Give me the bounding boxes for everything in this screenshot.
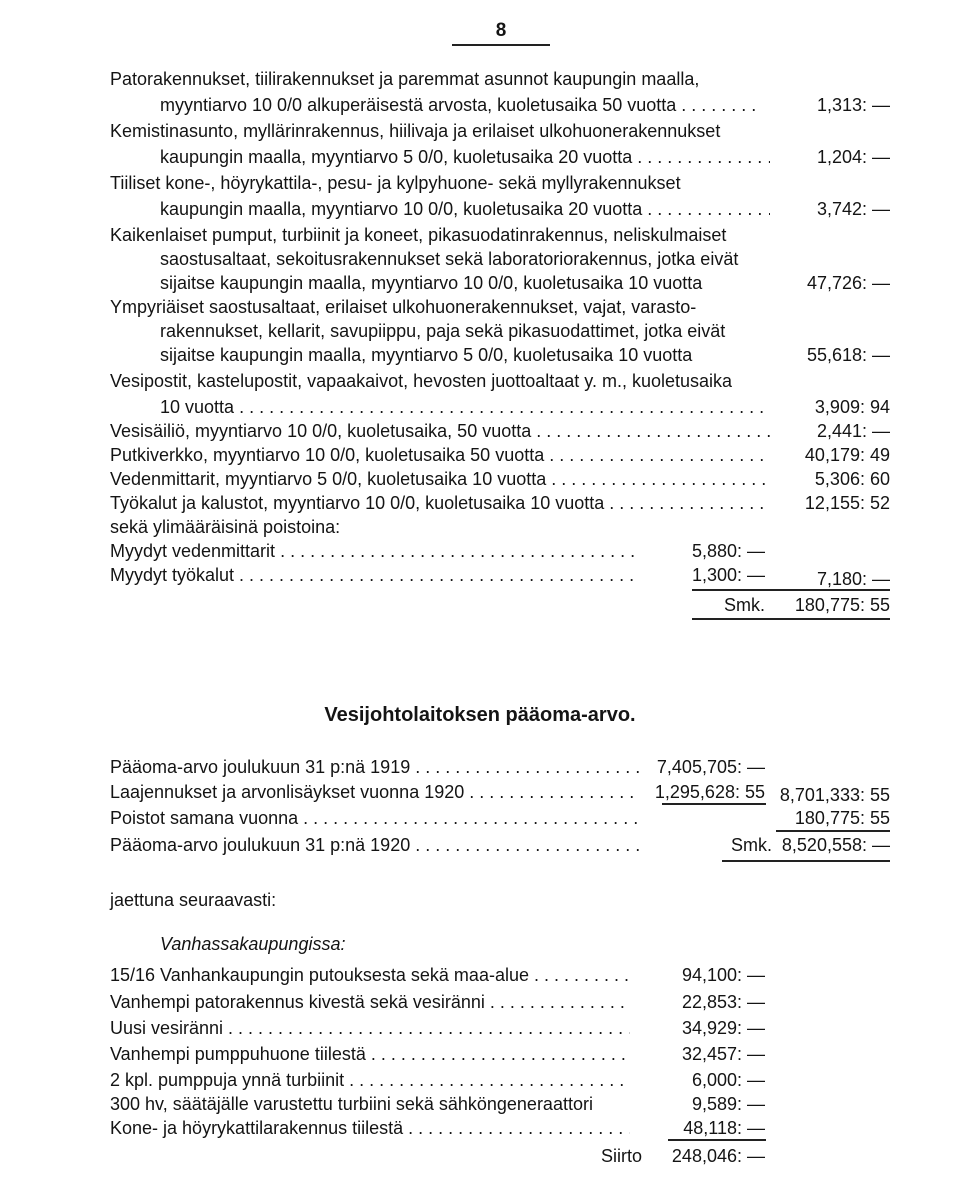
entry-3-line-2: kaupungin maalla, myyntiarvo 10 0/0, kuoletusaika 20 vuotta . . . xyxy=(160,198,770,220)
entry-4-line-2: saostusaltaat, sekoitusrakennukset sekä laboratoriorakennus, jotka eivät xyxy=(160,249,739,269)
carry-rule xyxy=(668,1139,766,1141)
capital-row-1-label: Pääoma-arvo joulukuun 31 p:nä 1919 . . . xyxy=(110,756,640,778)
item-1-amount: 94,100: — xyxy=(681,965,765,985)
item-1-label: 15/16 Vanhankaupungin putouksesta sekä maa-alue . . . xyxy=(110,964,630,986)
item-5-amount: 6,000: — xyxy=(691,1070,765,1090)
item-7-amount: 48,118: — xyxy=(683,1118,765,1138)
carry-amount: 248,046: — xyxy=(671,1146,765,1166)
total-amount: 180,775: 55 xyxy=(794,595,890,615)
capital-row-3-label: Poistot samana vuonna . . . xyxy=(110,807,640,829)
capital-row-2-label: Laajennukset ja arvonlisäykset vuonna 1920 . . . xyxy=(110,781,640,803)
item-6-amount: 9,589: — xyxy=(691,1094,765,1114)
capital-total-rule xyxy=(722,860,890,862)
entry-7-text: Vesisäiliö, myyntiarvo 10 0/0, kuoletusaika, 50 vuotta . . . xyxy=(110,420,770,442)
item-7-label: Kone- ja höyrykattilarakennus tiilestä . . . xyxy=(110,1117,630,1139)
subheading: Vanhassakaupungissa: xyxy=(160,934,346,954)
item-2-label: Vanhempi patorakennus kivestä sekä vesiränni . . . xyxy=(110,991,630,1013)
capital-sum-rule xyxy=(662,803,766,805)
page-number: 8 xyxy=(452,20,550,46)
entry-8-text: Putkiverkko, myyntiarvo 10 0/0, kuoletusaika 50 vuotta . . . xyxy=(110,444,770,466)
sum-rule xyxy=(692,589,890,591)
total-label: Smk. xyxy=(723,595,765,615)
extra-item-2-label: Myydyt työkalut . . . xyxy=(110,564,640,586)
entry-3-line-1: Tiiliset kone-, höyrykattila-, pesu- ja kylpyhuone- sekä myllyrakennukset xyxy=(110,173,681,193)
entry-6-line-2: 10 vuotta . . . xyxy=(160,396,770,418)
entry-4-amount: 47,726: — xyxy=(806,273,890,293)
entry-10-text: Työkalut ja kalustot, myyntiarvo 10 0/0, kuoletusaika 10 vuotta . . . xyxy=(110,492,770,514)
section-title: Vesijohtolaitoksen pääoma-arvo. xyxy=(324,704,636,726)
entry-4-line-3: sijaitse kaupungin maalla, myyntiarvo 10 0/0, kuoletusaika 10 vuotta xyxy=(160,273,703,293)
capital-minus-rule xyxy=(776,830,890,832)
entry-10-amount: 12,155: 52 xyxy=(804,493,890,513)
capital-row-4-label: Pääoma-arvo joulukuun 31 p:nä 1920 . . . xyxy=(110,834,640,856)
extra-item-2-amount: 1,300: — xyxy=(691,565,765,585)
entry-6-line-1: Vesipostit, kastelupostit, vapaakaivot, hevosten juottoaltaat y. m., kuoletusaika xyxy=(110,371,733,391)
carry-label: Siirto xyxy=(600,1146,642,1166)
entry-5-line-3: sijaitse kaupungin maalla, myyntiarvo 5 0/0, kuoletusaika 10 vuotta xyxy=(160,345,693,365)
entry-5-amount: 55,618: — xyxy=(806,345,890,365)
entry-8-amount: 40,179: 49 xyxy=(804,445,890,465)
item-2-amount: 22,853: — xyxy=(681,992,765,1012)
entry-2-amount: 1,204: — xyxy=(816,147,890,167)
entry-9-text: Vedenmittarit, myyntiarvo 5 0/0, kuoletusaika 10 vuotta . . . xyxy=(110,468,770,490)
extra-writeoffs-label: sekä ylimääräisinä poistoina: xyxy=(110,517,341,537)
entry-9-amount: 5,306: 60 xyxy=(814,469,890,489)
entry-5-line-1: Ympyriäiset saostusaltaat, erilaiset ulkohuonerakennukset, vajat, varasto- xyxy=(110,297,697,317)
item-5-label: 2 kpl. pumppuja ynnä turbiinit . . . xyxy=(110,1069,630,1091)
entry-5-line-2: rakennukset, kellarit, savupiippu, paja sekä pikasuodattimet, jotka eivät xyxy=(160,321,726,341)
item-6-label: 300 hv, säätäjälle varustettu turbiini sekä sähköngeneraattori xyxy=(110,1094,593,1114)
item-4-label: Vanhempi pumppuhuone tiilestä . . . xyxy=(110,1043,630,1065)
capital-row-3-amount: 180,775: 55 xyxy=(794,808,890,828)
capital-row-1-amount: 7,405,705: — xyxy=(656,757,765,777)
capital-row-4-amount: 8,520,558: — xyxy=(781,835,890,855)
capital-total-prefix: Smk. xyxy=(730,835,772,855)
entry-4-line-1: Kaikenlaiset pumput, turbiinit ja koneet, pikasuodatinrakennus, neliskulmaiset xyxy=(110,225,727,245)
divided-label: jaettuna seuraavasti: xyxy=(110,890,277,910)
entry-3-amount: 3,742: — xyxy=(816,199,890,219)
capital-subtotal: 8,701,333: 55 xyxy=(779,785,890,805)
entry-6-amount: 3,909: 94 xyxy=(814,397,890,417)
entry-2-line-2: kaupungin maalla, myyntiarvo 5 0/0, kuoletusaika 20 vuotta . . . xyxy=(160,146,770,168)
item-3-label: Uusi vesiränni . . . xyxy=(110,1017,630,1039)
entry-1-amount: 1,313: — xyxy=(816,95,890,115)
entry-2-line-1: Kemistinasunto, myllärinrakennus, hiilivaja ja erilaiset ulkohuonerakennukset xyxy=(110,121,721,141)
extra-item-1-amount: 5,880: — xyxy=(691,541,765,561)
entry-1-line-2: myyntiarvo 10 0/0 alkuperäisestä arvosta, kuoletusaika 50 vuotta . . . xyxy=(160,94,760,116)
extra-total: 7,180: — xyxy=(816,569,890,589)
extra-item-1-label: Myydyt vedenmittarit . . . xyxy=(110,540,640,562)
item-3-amount: 34,929: — xyxy=(681,1018,765,1038)
capital-row-2-amount: 1,295,628: 55 xyxy=(654,782,765,802)
entry-7-amount: 2,441: — xyxy=(816,421,890,441)
item-4-amount: 32,457: — xyxy=(681,1044,765,1064)
entry-1-line-1: Patorakennukset, tiilirakennukset ja paremmat asunnot kaupungin maalla, xyxy=(110,69,700,89)
total-double-rule xyxy=(692,618,890,620)
